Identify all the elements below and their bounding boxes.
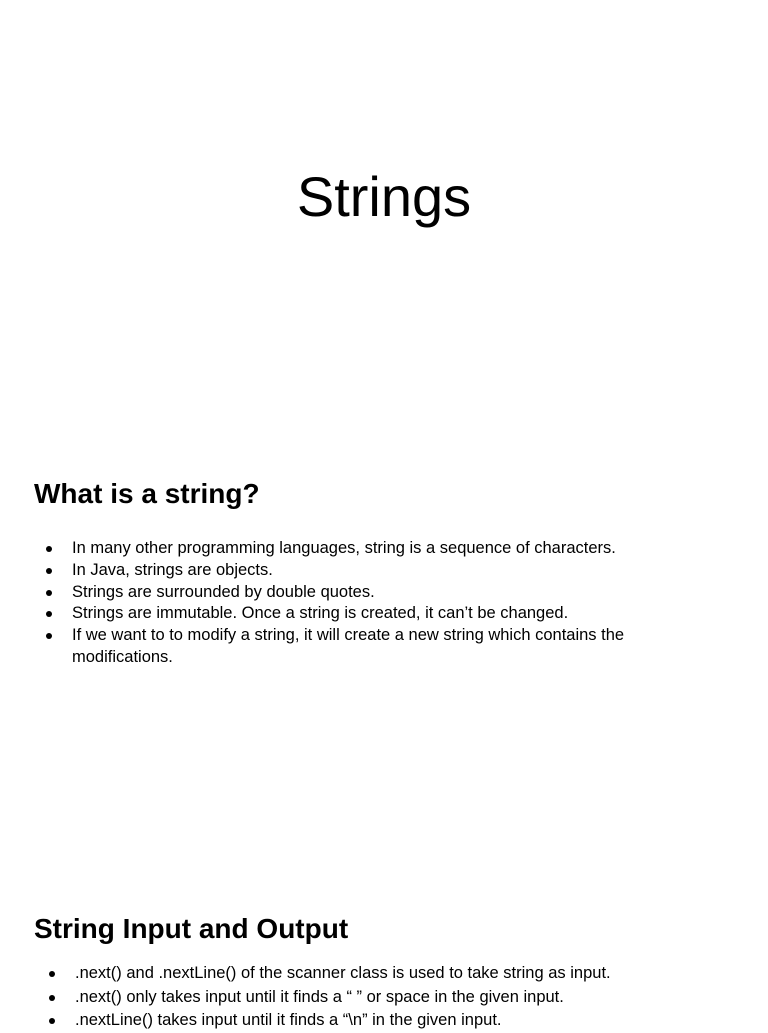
- list-item-text: If we want to to modify a string, it will create a new string which contains the modifications.: [72, 626, 625, 666]
- list-item: [34, 582, 708, 604]
- list-item: [34, 560, 708, 582]
- list-item-text: .next() only takes input until it finds a “ ” or space in the given input.: [75, 987, 564, 1006]
- section-heading: What is a string?: [34, 478, 260, 509]
- bullet-list: [37, 962, 708, 1033]
- bullet-icon: [49, 995, 55, 1001]
- list-item-text: .next() and .nextLine() of the scanner class is used to take string as input.: [75, 964, 611, 982]
- list-item-text: In many other programming languages, string is a sequence of characters.: [72, 539, 616, 557]
- list-item-text: In Java, strings are objects.: [72, 560, 273, 579]
- list-item: [37, 1009, 708, 1033]
- bullet-icon: [49, 971, 55, 977]
- list-item: [34, 538, 708, 560]
- bullet-icon: [46, 611, 52, 617]
- page-title: Strings: [296, 165, 472, 228]
- title-slide: [0, 0, 768, 384]
- list-item-text: .nextLine() takes input until it finds a “\n” in the given input.: [75, 1011, 502, 1029]
- list-item-text: Strings are immutable. Once a string is created, it can’t be changed.: [72, 604, 569, 623]
- list-item: [37, 986, 708, 1010]
- section-heading: String Input and Output: [34, 913, 349, 944]
- bullet-icon: [46, 590, 52, 596]
- bullet-list: [34, 538, 708, 669]
- bullet-icon: [49, 1018, 55, 1024]
- bullet-icon: [46, 633, 52, 639]
- bullet-icon: [46, 546, 52, 552]
- list-item: [34, 603, 708, 625]
- bullet-icon: [46, 568, 52, 574]
- list-item-text: Strings are surrounded by double quotes.: [72, 582, 375, 601]
- list-item: [37, 962, 708, 986]
- list-item: [34, 625, 708, 669]
